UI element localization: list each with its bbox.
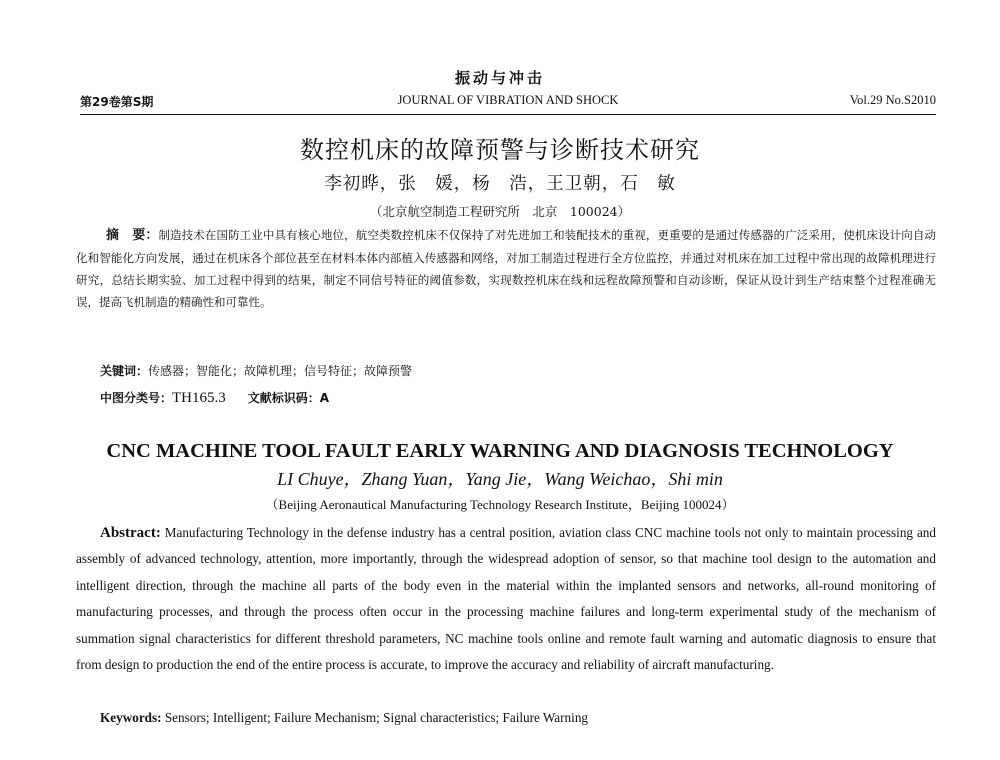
header-divider	[80, 114, 936, 115]
abstract-text-en: Manufacturing Technology in the defense industry has a central position, aviation class CNC machine tools not only to maintain processing and assembly of advanced technology, attention, more importantly, through the widespread adoption of sensor, so that machine tool design to the automation and intelligent direction, through the machine all parts of the body even in the material within the implanted sensors and networks, all-round monitoring of manufacturing processes, and through the process often occur in the processing machine failures and long-term experimental study of the mechanism of summation signal characteristics for different threshold parameters, NC machine tools online and remote fault warning and automatic diagnosis to ensure that from design to production the end of the entire process is accurate, to improve the accuracy and reliability of aircraft manufacturing.	[76, 525, 936, 673]
affiliation-en: （Beijing Aeronautical Manufacturing Technology Research Institute，Beijing 100024）	[265, 497, 735, 512]
abstract-cn	[76, 224, 936, 313]
classification-label: 中图分类号：	[100, 391, 173, 405]
abstract-label-en: Abstract:	[100, 525, 161, 541]
affiliation-cn: （北京航空制造工程研究所 北京 100024）	[369, 204, 631, 219]
authors-cn: 李初晔，张 媛，杨 浩，王卫朝，石 敏	[324, 174, 676, 194]
keywords-text-cn: 传感器；智能化；故障机理；信号特征；故障预警	[148, 364, 413, 378]
keywords-text-en: Sensors; Intelligent; Failure Mechanism; Signal characteristics; Failure Warning	[164, 710, 589, 725]
keywords-en	[100, 710, 588, 726]
running-header	[80, 93, 936, 113]
classification-line	[100, 389, 329, 407]
keywords-cn	[100, 362, 412, 379]
doc-code: A	[319, 391, 330, 405]
paper-title-en: CNC MACHINE TOOL FAULT EARLY WARNING AND DIAGNOSIS TECHNOLOGY	[106, 440, 894, 462]
abstract-text-cn: 制造技术在国防工业中具有核心地位，航空类数控机床不仅保持了对先进加工和装配技术的重视，更重要的是通过传感器的广泛采用，使机床设计向自动化和智能化方向发展，通过在机床各个部位甚至在材料本体内部植入传感器和网络，对加工制造过程进行全方位监控，并通过对机床在加工过程中常出现的故障机理进行研究，总结长期实验、加工过程中得到的结果，制定不同信号特征的阈值参数，实现数控机床在线和远程故障预警和自动诊断，保证从设计到生产结束整个过程准确无误，提高飞机制造的精确性和可靠性。	[76, 228, 936, 309]
authors-en: LI Chuye，Zhang Yuan，Yang Jie，Wang Weichao，Shi min	[277, 469, 723, 489]
issue-label-cn: 第29卷第S期	[80, 95, 154, 109]
abstract-label-cn: 摘 要：	[106, 228, 159, 243]
doc-code-label: 文献标识码：	[247, 391, 320, 405]
journal-name-cn: 振动与冲击	[454, 69, 545, 87]
volume-issue-en: Vol.29 No.S2010	[849, 93, 936, 107]
paper-title-cn: 数控机床的故障预警与诊断技术研究	[300, 136, 700, 164]
abstract-en	[76, 520, 936, 678]
classification-code: TH165.3	[172, 390, 226, 406]
keywords-label-cn: 关键词：	[100, 364, 149, 378]
keywords-label-en: Keywords:	[100, 710, 162, 725]
journal-name-en: JOURNAL OF VIBRATION AND SHOCK	[397, 93, 619, 107]
